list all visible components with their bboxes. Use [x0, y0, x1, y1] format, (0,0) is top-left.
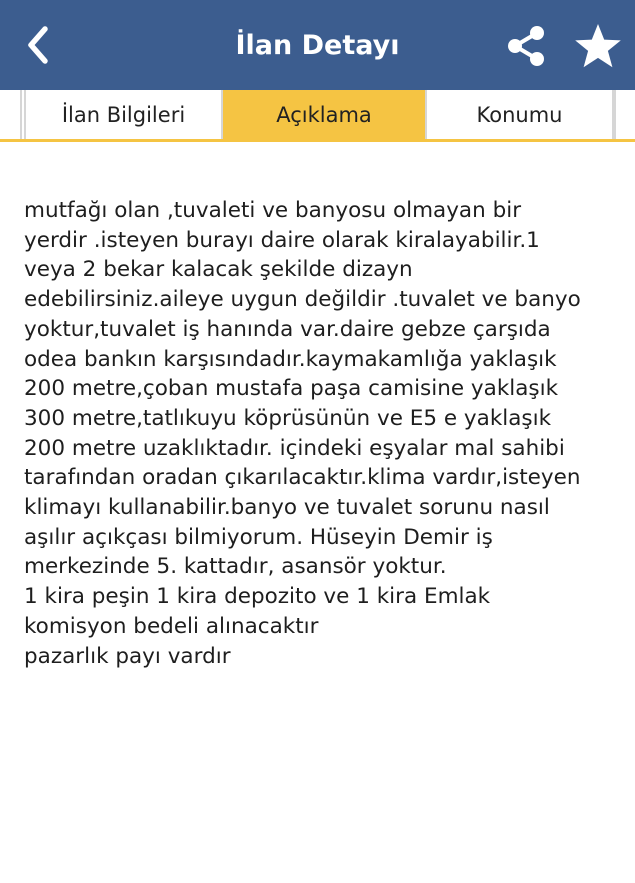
tab-bar-right-edge [614, 90, 635, 139]
description-line: merkezinde 5. kattadır, asansör yoktur. [24, 554, 447, 580]
description-line: odea bankın karşısındadır.kaymakamlığa yaklaşık [24, 346, 557, 372]
share-icon [504, 24, 548, 68]
chevron-left-icon [23, 25, 53, 65]
tab-konumu[interactable]: Konumu [425, 90, 614, 139]
star-icon [574, 22, 622, 70]
share-button[interactable] [500, 20, 552, 72]
description-line: komisyon bedeli alınacaktır [24, 613, 319, 639]
description-line: klimayı kullanabilir.banyo ve tuvalet sorunu nasıl [24, 495, 550, 521]
tab-bar-left-edge [0, 90, 22, 139]
description-line: veya 2 bekar kalacak şekilde dizayn [24, 257, 413, 283]
description-line: 200 metre uzaklıktadır. içindeki eşyalar mal sahibi [24, 435, 565, 461]
description-line: 1 kira peşin 1 kira depozito ve 1 kira Emlak [24, 584, 491, 610]
description-line: 300 metre,tatlıkuyu köprüsünün ve E5 e yaklaşık [24, 405, 552, 431]
app-header [0, 0, 635, 90]
description-line: aşılır açıkçası bilmiyorum. Hüseyin Demir iş [24, 524, 493, 550]
description-line: mutfağı olan ,tuvaleti ve banyosu olmayan bir [24, 198, 522, 223]
tab-ilan-bilgileri[interactable]: İlan Bilgileri [24, 90, 223, 139]
description-text [24, 196, 624, 671]
page-title: İlan Detayı [235, 29, 400, 61]
tab-aciklama[interactable]: Açıklama [223, 90, 425, 139]
description-line: pazarlık payı vardır [24, 643, 231, 669]
back-button[interactable] [14, 20, 62, 70]
description-line: yerdir .isteyen burayı daire olarak kiralayabilir.1 [24, 227, 540, 253]
favorite-button[interactable] [570, 18, 626, 74]
tab-bar [0, 90, 635, 142]
description-line: tarafından oradan çıkarılacaktır.klima vardır,isteyen [24, 465, 581, 491]
description-line: 200 metre,çoban mustafa paşa camisine yaklaşık [24, 376, 559, 402]
description-line: edebilirsiniz.aileye uygun değildir .tuvalet ve banyo [24, 287, 581, 313]
description-line: yoktur,tuvalet iş hanında var.daire gebze çarşıda [24, 316, 551, 342]
